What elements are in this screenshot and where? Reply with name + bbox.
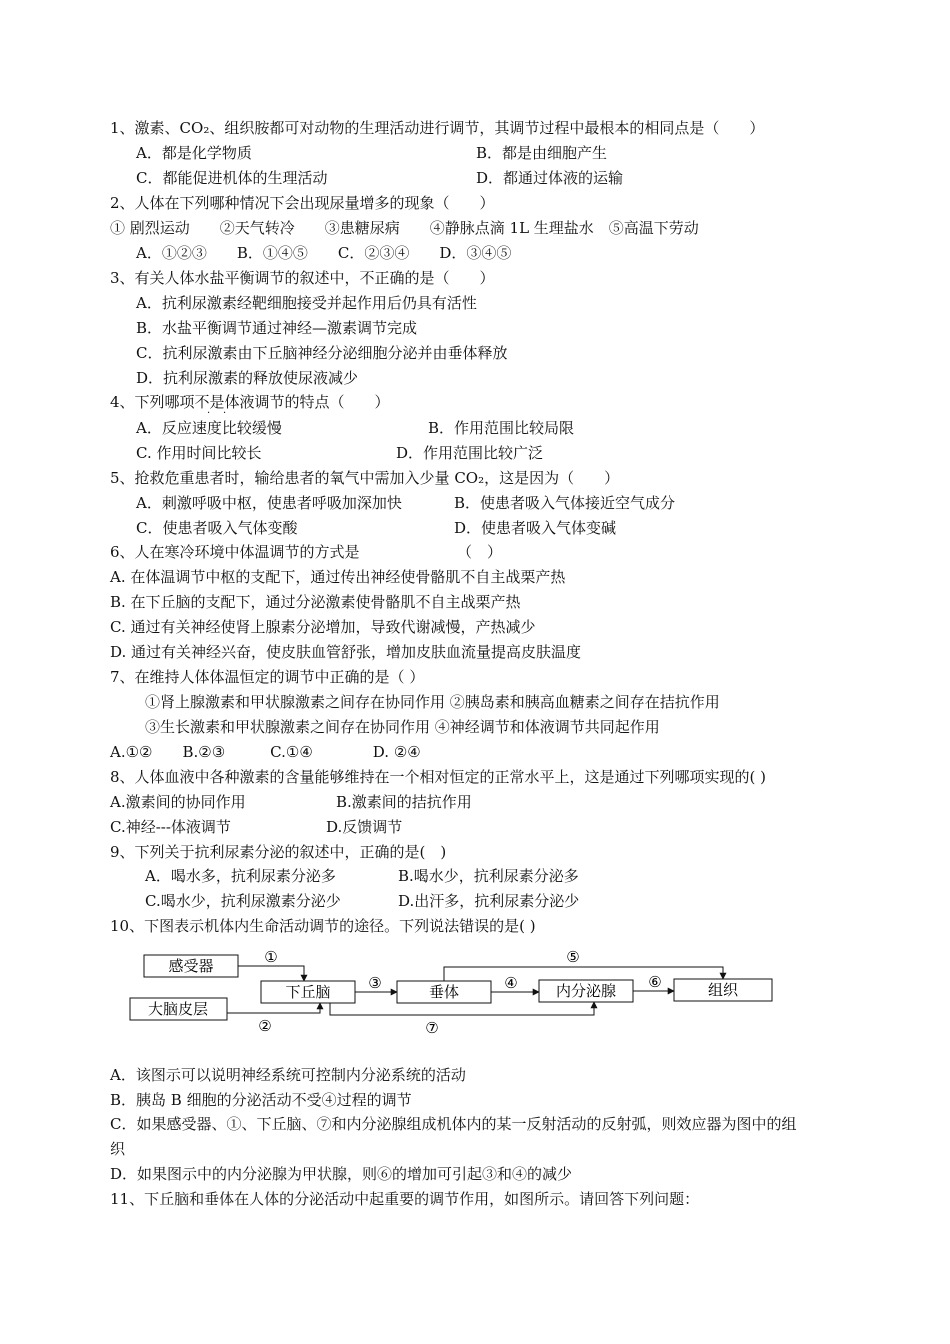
q10-option-c-cont: 织: [110, 1140, 126, 1158]
q8-option-d: D.反馈调节: [326, 818, 403, 836]
label-7: ⑦: [425, 1019, 439, 1037]
q5-stem: 5、抢救危重患者时，输给患者的氧气中需加入少量 CO₂，这是因为（ ）: [110, 469, 620, 487]
q11-stem: 11、下丘脑和垂体在人体的分泌活动中起重要的调节作用，如图所示。请回答下列问题：: [110, 1190, 700, 1208]
q5-option-d: D．使患者吸入气体变碱: [454, 519, 617, 537]
q10-stem: 10、下图表示机体内生命活动调节的途径。下列说法错误的是( ): [110, 917, 536, 935]
q4-option-a: A．反应速度比较缓慢: [136, 419, 282, 437]
q4-option-d: D．作用范围比较广泛: [396, 444, 544, 462]
label-1: ①: [264, 948, 278, 966]
q2-conditions: ① 剧烈运动 ②天气转冷 ③患糖尿病 ④静脉点滴 1L 生理盐水 ⑤高温下劳动: [110, 219, 699, 237]
q2-options: A．①②③ B．①④⑤ C．②③④ D．③④⑤: [136, 244, 512, 262]
q10-option-d: D．如果图示中的内分泌腺为甲状腺，则⑥的增加可引起③和④的减少: [110, 1165, 573, 1183]
q1-option-b: B．都是由细胞产生: [476, 144, 608, 162]
q3-option-d: D．抗利尿激素的释放使尿液减少: [136, 369, 359, 387]
q4-option-c: C. 作用时间比较长: [136, 444, 262, 462]
q6-option-d: D. 通过有关神经兴奋，使皮肤血管舒张，增加皮肤血流量提高皮肤温度: [110, 643, 582, 661]
q3-option-c: C．抗利尿激素由下丘脑神经分泌细胞分泌并由垂体释放: [136, 344, 508, 362]
q6-option-a: A. 在体温调节中枢的支配下，通过传出神经使骨骼肌不自主战栗产热: [110, 568, 566, 586]
q1-option-d: D．都通过体液的运输: [476, 169, 624, 187]
q8-option-a: A.激素间的协同作用: [110, 793, 246, 811]
q9-stem: 9、下列关于抗利尿素分泌的叙述中，正确的是( ): [110, 843, 447, 861]
q9-option-a: A．喝水多，抗利尿素分泌多: [145, 867, 336, 885]
q9-option-b: B.喝水少，抗利尿素分泌多: [398, 867, 579, 885]
endocrine-gland-label: 内分泌腺: [555, 982, 617, 1000]
arrow-1: [238, 966, 304, 981]
emphasis-dot: ·: [223, 408, 227, 419]
label-2: ②: [258, 1017, 272, 1035]
q5-option-c: C．使患者吸入气体变酸: [136, 519, 298, 537]
label-3: ③: [368, 974, 382, 992]
q3-stem: 3、有关人体水盐平衡调节的叙述中，不正确的是（ ）: [110, 269, 495, 287]
q7-statements-2: ③生长激素和甲状腺激素之间存在协同作用 ④神经调节和体液调节共同起作用: [145, 718, 660, 736]
q8-option-c: C.神经---体液调节: [110, 818, 231, 836]
tissue-label: 组织: [707, 981, 739, 999]
hypothalamus-label: 下丘脑: [285, 983, 331, 1001]
q3-option-b: B．水盐平衡调节通过神经—激素调节完成: [136, 319, 418, 337]
q8-option-b: B.激素间的拮抗作用: [336, 793, 472, 811]
regulation-pathway-diagram: [110, 945, 790, 1040]
q6-option-b: B. 在下丘脑的支配下，通过分泌激素使骨骼肌不自主战栗产热: [110, 593, 521, 611]
q10-option-b: B．胰岛 B 细胞的分泌活动不受④过程的调节: [110, 1091, 412, 1109]
q5-option-b: B．使患者吸入气体接近空气成分: [454, 494, 676, 512]
q1-option-c: C．都能促进机体的生理活动: [136, 169, 328, 187]
q9-option-c: C.喝水少，抗利尿激素分泌少: [145, 892, 341, 910]
q10-option-a: A．该图示可以说明神经系统可控制内分泌系统的活动: [110, 1066, 466, 1084]
label-4: ④: [504, 974, 518, 992]
cortex-label: 大脑皮层: [147, 1000, 209, 1018]
q5-option-a: A．刺激呼吸中枢，使患者呼吸加深加快: [136, 494, 402, 512]
q10-option-c: C．如果感受器、①、下丘脑、⑦和内分泌腺组成机体内的某一反射活动的反射弧，则效应器为图中的组: [110, 1115, 797, 1133]
q2-stem: 2、人体在下列哪种情况下会出现尿量增多的现象（ ）: [110, 194, 495, 212]
q9-option-d: D.出汗多，抗利尿素分泌少: [398, 892, 580, 910]
label-6: ⑥: [648, 973, 662, 991]
q7-statements-1: ①肾上腺激素和甲状腺激素之间存在协同作用 ②胰岛素和胰高血糖素之间存在拮抗作用: [145, 693, 720, 711]
q7-options: A.①② B.②③ C.①④ D. ②④: [110, 743, 421, 761]
arrow-2: [227, 1003, 320, 1013]
receptor-label: 感受器: [168, 957, 214, 975]
emphasis-dot: ·: [207, 408, 211, 419]
q1-stem: 1、激素、CO₂、组织胺都可对动物的生理活动进行调节，其调节过程中最根本的相同点是（ ）: [110, 119, 765, 137]
arrow-7: [330, 1002, 594, 1015]
q1-option-a: A．都是化学物质: [136, 144, 252, 162]
q7-stem: 7、在维持人体体温恒定的调节中正确的是（ ）: [110, 668, 425, 686]
label-5: ⑤: [566, 948, 580, 966]
q6-option-c: C. 通过有关神经使肾上腺素分泌增加，导致代谢减慢，产热减少: [110, 618, 536, 636]
q3-option-a: A．抗利尿激素经靶细胞接受并起作用后仍具有活性: [136, 294, 477, 312]
q6-stem: 6、人在寒冷环境中体温调节的方式是 （ ）: [110, 543, 503, 561]
q4-stem: 4、下列哪项不是体液调节的特点（ ）: [110, 393, 390, 411]
q4-option-b: B．作用范围比较局限: [428, 419, 575, 437]
pituitary-label: 垂体: [428, 983, 460, 1001]
q8-stem: 8、人体血液中各种激素的含量能够维持在一个相对恒定的正常水平上，这是通过下列哪项实现的( ): [110, 768, 767, 786]
